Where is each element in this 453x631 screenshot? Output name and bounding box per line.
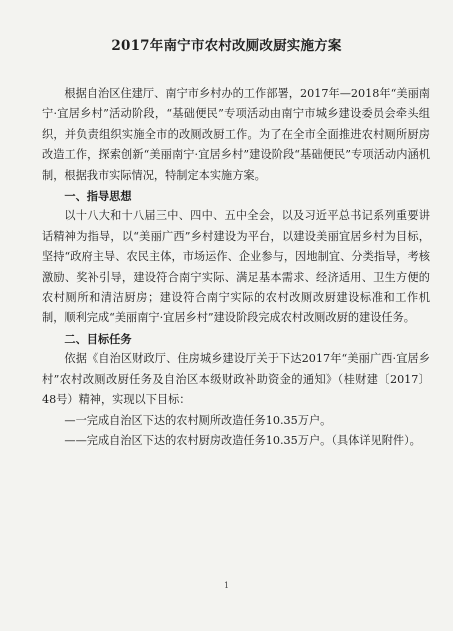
document-title: 2017年南宁市农村改厕改厨实施方案 (111, 38, 342, 54)
target-item-kitchen: ——完成自治区下达的农村厨房改造任务10.35万户。（具体详见附件）。 (64, 433, 421, 447)
intro-paragraph: 根据自治区住建厅、南宁市乡村办的工作部署，2017年—2018年“美丽南宁·宜居乡村”活动阶段，“基础便民”专项活动由南宁市城乡建设委员会牵头组织，并负责组织实施全市的改厕改厨工作。为了在全市全面推进农村厕所厨房改造工作，探索创新“美丽南宁·宜居乡村”建设阶段“基础便民”专项活动内涵机制，根据我市实际情况，特制定本实施方案。 (42, 87, 430, 182)
section-heading-guiding-ideology: 一、指导思想 (64, 189, 132, 204)
page-number: 1 (223, 581, 230, 590)
section-heading-goals: 二、目标任务 (64, 331, 132, 346)
document-body (42, 84, 430, 451)
target-item-toilet: —一完成自治区下达的农村厕所改造任务10.35万户。 (64, 413, 332, 427)
goals-paragraph: 依据《自治区财政厅、住房城乡建设厅关于下达2017年“美丽广西·宜居乡村”农村改厕改厨任务及自治区本级财政补助资金的通知》（桂财建〔2017〕48号）精神，实现以下目标： (42, 352, 430, 407)
guiding-ideology-paragraph: 以十八大和十八届三中、四中、五中全会，以及习近平总书记系列重要讲话精神为指导，以“美丽广西”乡村建设为平台，以建设美丽宜居乡村为目标，坚持“政府主导、农民主体，市场运作、企业参与，因地制宜、分类指导，考核激励、奖补引导，建设符合南宁实际、满足基本需求、经济适用、卫生方便的农村厕所和清洁厨房；建设符合南宁实际的农村改厕改厨建设标准和工作机制，顺利完成“美丽南宁·宜居乡村”建设阶段完成农村改厕改厨的建设任务。 (42, 209, 430, 325)
